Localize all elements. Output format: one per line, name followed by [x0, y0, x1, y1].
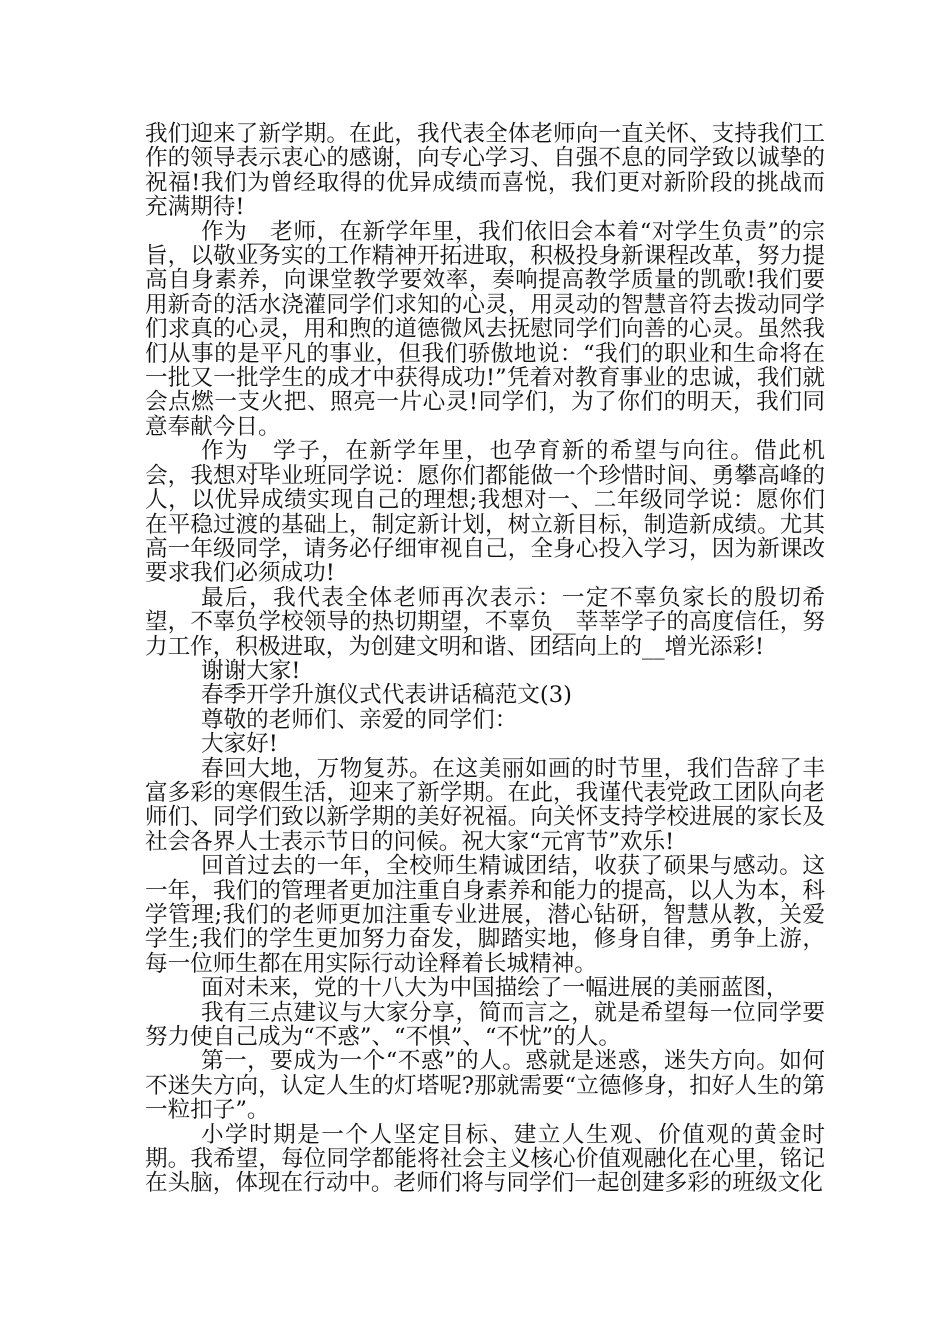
paragraph-4: 最后，我代表全体老师再次表示：一定不辜负家长的殷切希望，不辜负学校领导的热切期望，不辜负__莘莘学子的高度信任，努力工作，积极进取，为创建文明和谐、团结向上的__增光添彩! — [145, 584, 825, 660]
greeting: 大家好! — [201, 731, 278, 758]
paragraph-13: 第一，要成为一个“不惑”的人。惑就是迷惑，迷失方向。如何不迷失方向，认定人生的灯塔呢?那就需要“立德修身，扣好人生的第一粒扣子”。 — [145, 1048, 825, 1124]
paragraph-9: 春回大地，万物复苏。在这美丽如画的时节里，我们告辞了丰富多彩的寒假生活，迎来了新学期。在此，我谨代表党政工团队向老师们、同学们致以新学期的美好祝福。向关怀支持学校进展的家长及社会各界人士表示节日的问候。祝大家“元宵节”欢乐! — [145, 755, 825, 855]
paragraph-11: 面对未来，党的十八大为中国描绘了一幅进展的美丽蓝图， — [201, 975, 789, 1002]
salutation: 尊敬的老师们、亲爱的同学们： — [201, 706, 518, 733]
paragraph-3: 作为__学子，在新学年里，也孕育新的希望与向往。借此机会，我想对毕业班同学说：愿你们都能做一个珍惜时间、勇攀高峰的人，以优异成绩实现自己的理想;我想对一、二年级同学说：愿你们在平稳过渡的基础上，制定新计划，树立新目标，制造新成绩。尤其高一年级同学，请务必仔细审视自己，全身心投入学习，因为新课改要求我们必须成功! — [145, 438, 825, 587]
paragraph-14: 小学时期是一个人坚定目标、建立人生观、价值观的黄金时期。我希望，每位同学都能将社会主义核心价值观融化在心里，铭记在头脑，体现在行动中。老师们将与同学们一起创建多彩的班级文化 — [145, 1121, 825, 1197]
paragraph-1: 我们迎来了新学期。在此，我代表全体老师向一直关怀、支持我们工作的领导表示衷心的感谢，向专心学习、自强不息的同学致以诚挚的祝福!我们为曾经取得的优异成绩而喜悦，我们更对新阶段的挑战而充满期待! — [145, 121, 825, 221]
document-page — [145, 122, 825, 1196]
section-title: 春季开学升旗仪式代表讲话稿范文(3) — [201, 682, 572, 709]
paragraph-12: 我有三点建议与大家分享，简而言之，就是希望每一位同学要努力使自己成为“不惑”、“不惧”、“不忧”的人。 — [145, 999, 825, 1051]
paragraph-10: 回首过去的一年，全校师生精诚团结，收获了硕果与感动。这一年，我们的管理者更加注重自身素养和能力的提高，以人为本，科学管理;我们的老师更加注重专业进展，潜心钻研，智慧从教，关爱学生;我们的学生更加努力奋发，脚踏实地，修身自律，勇争上游，每一位师生都在用实际行动诠释着长城精神。 — [145, 853, 825, 977]
paragraph-2: 作为__老师，在新学年里，我们依旧会本着“对学生负责”的宗旨，以敬业务实的工作精神开拓进取，积极投身新课程改革，努力提高自身素养，向课堂教学要效率，奏响提高教学质量的凯歌!我们要用新奇的活水浇灌同学们求知的心灵，用灵动的智慧音符去拨动同学们求真的心灵，用和煦的道德微风去抚慰同学们向善的心灵。虽然我们从事的是平凡的事业，但我们骄傲地说：“我们的职业和生命将在一批又一批学生的成才中获得成功!”凭着对教育事业的忠诚，我们就会点燃一支火把、照亮一片心灵!同学们，为了你们的明天，我们同意奉献今日。 — [145, 218, 825, 440]
paragraph-thanks: 谢谢大家! — [201, 657, 301, 684]
